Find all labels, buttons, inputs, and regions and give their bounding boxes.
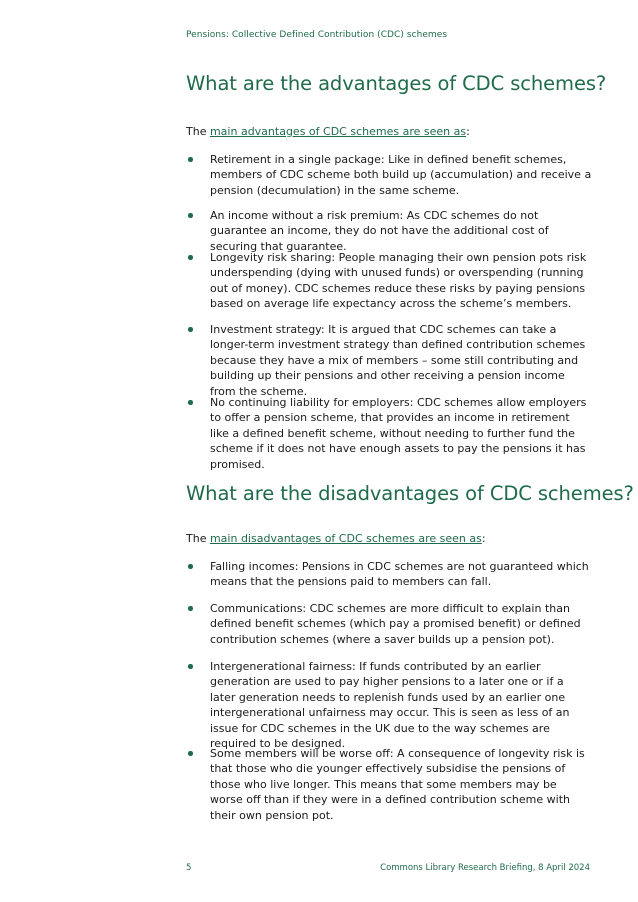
intro-prefix: The bbox=[186, 125, 210, 138]
bullet-icon bbox=[188, 664, 193, 669]
list-item bbox=[186, 746, 592, 823]
list-item bbox=[186, 559, 592, 590]
bullet-icon bbox=[188, 564, 193, 569]
list-item bbox=[186, 250, 592, 312]
advantages-heading: What are the advantages of CDC schemes? bbox=[186, 72, 607, 95]
list-item-text: Falling incomes: Pensions in CDC schemes are not guaranteed which means that the pensions paid to members can fall. bbox=[210, 560, 589, 589]
intro-prefix: The bbox=[186, 532, 210, 545]
running-header: Pensions: Collective Defined Contribution (CDC) schemes bbox=[186, 30, 448, 40]
bullet-icon bbox=[188, 327, 193, 332]
bullet-icon bbox=[188, 400, 193, 405]
bullet-icon bbox=[188, 751, 193, 756]
disadvantages-intro bbox=[186, 531, 592, 546]
list-item-text: No continuing liability for employers: CDC schemes allow employers to offer a pension scheme, that provides an income in retirement like a defined benefit scheme, without needing to further fund the scheme if it does not have enough assets to pay the pensions it has promised. bbox=[210, 396, 587, 471]
page-number: 5 bbox=[186, 863, 192, 873]
list-item-text: Communications: CDC schemes are more difficult to explain than defined benefit schemes (which pay a promised benefit) or defined contribution schemes (where a saver builds up a pension pot). bbox=[210, 602, 581, 646]
footer-source: Commons Library Research Briefing, 8 April 2024 bbox=[380, 863, 590, 873]
list-item-text: Intergenerational fairness: If funds contributed by an earlier generation are used to pay higher pensions to a later one or if a later generation needs to replenish funds used by an earlier one intergenerational unfairness may occur. This is seen as less of an issue for CDC schemes in the UK due to the way schemes are required to be designed. bbox=[210, 660, 570, 751]
list-item bbox=[186, 208, 592, 254]
list-item bbox=[186, 152, 592, 198]
list-item bbox=[186, 601, 592, 647]
list-item bbox=[186, 395, 592, 472]
disadvantages-link[interactable]: main disadvantages of CDC schemes are seen as bbox=[209, 532, 482, 545]
list-item-text: Some members will be worse off: A consequence of longevity risk is that those who die younger effectively subsidise the pensions of those who live longer. This means that some members may be worse off than if they were in a defined contribution scheme with their own pension pot. bbox=[210, 747, 585, 822]
list-item-text: An income without a risk premium: As CDC schemes do not guarantee an income, they do not have the additional cost of securing that guarantee. bbox=[210, 209, 549, 253]
list-item bbox=[186, 322, 592, 399]
list-item-text: Investment strategy: It is argued that CDC schemes can take a longer-term investment strategy than defined contribution schemes because they have a mix of members – some still contributing and building up their pensions and other receiving a pension income from the scheme. bbox=[210, 323, 586, 398]
list-item bbox=[186, 659, 592, 751]
advantages-link[interactable]: main advantages of CDC schemes are seen as bbox=[209, 125, 467, 138]
disadvantages-heading: What are the disadvantages of CDC schemes? bbox=[186, 482, 634, 505]
list-item-text: Retirement in a single package: Like in defined benefit schemes, members of CDC scheme both build up (accumulation) and receive a pension (decumulation) in the same scheme. bbox=[210, 153, 592, 197]
intro-suffix: : bbox=[466, 125, 470, 138]
advantages-intro bbox=[186, 124, 592, 139]
bullet-icon bbox=[188, 157, 193, 162]
intro-suffix: : bbox=[481, 532, 486, 545]
list-item-text: Longevity risk sharing: People managing their own pension pots risk underspending (dying with unused funds) or overspending (running out of money). CDC schemes reduce these risks by paying pensions based on average life expectancy across the scheme’s members. bbox=[210, 251, 587, 311]
bullet-icon bbox=[188, 213, 193, 218]
bullet-icon bbox=[188, 255, 193, 260]
bullet-icon bbox=[188, 606, 193, 611]
